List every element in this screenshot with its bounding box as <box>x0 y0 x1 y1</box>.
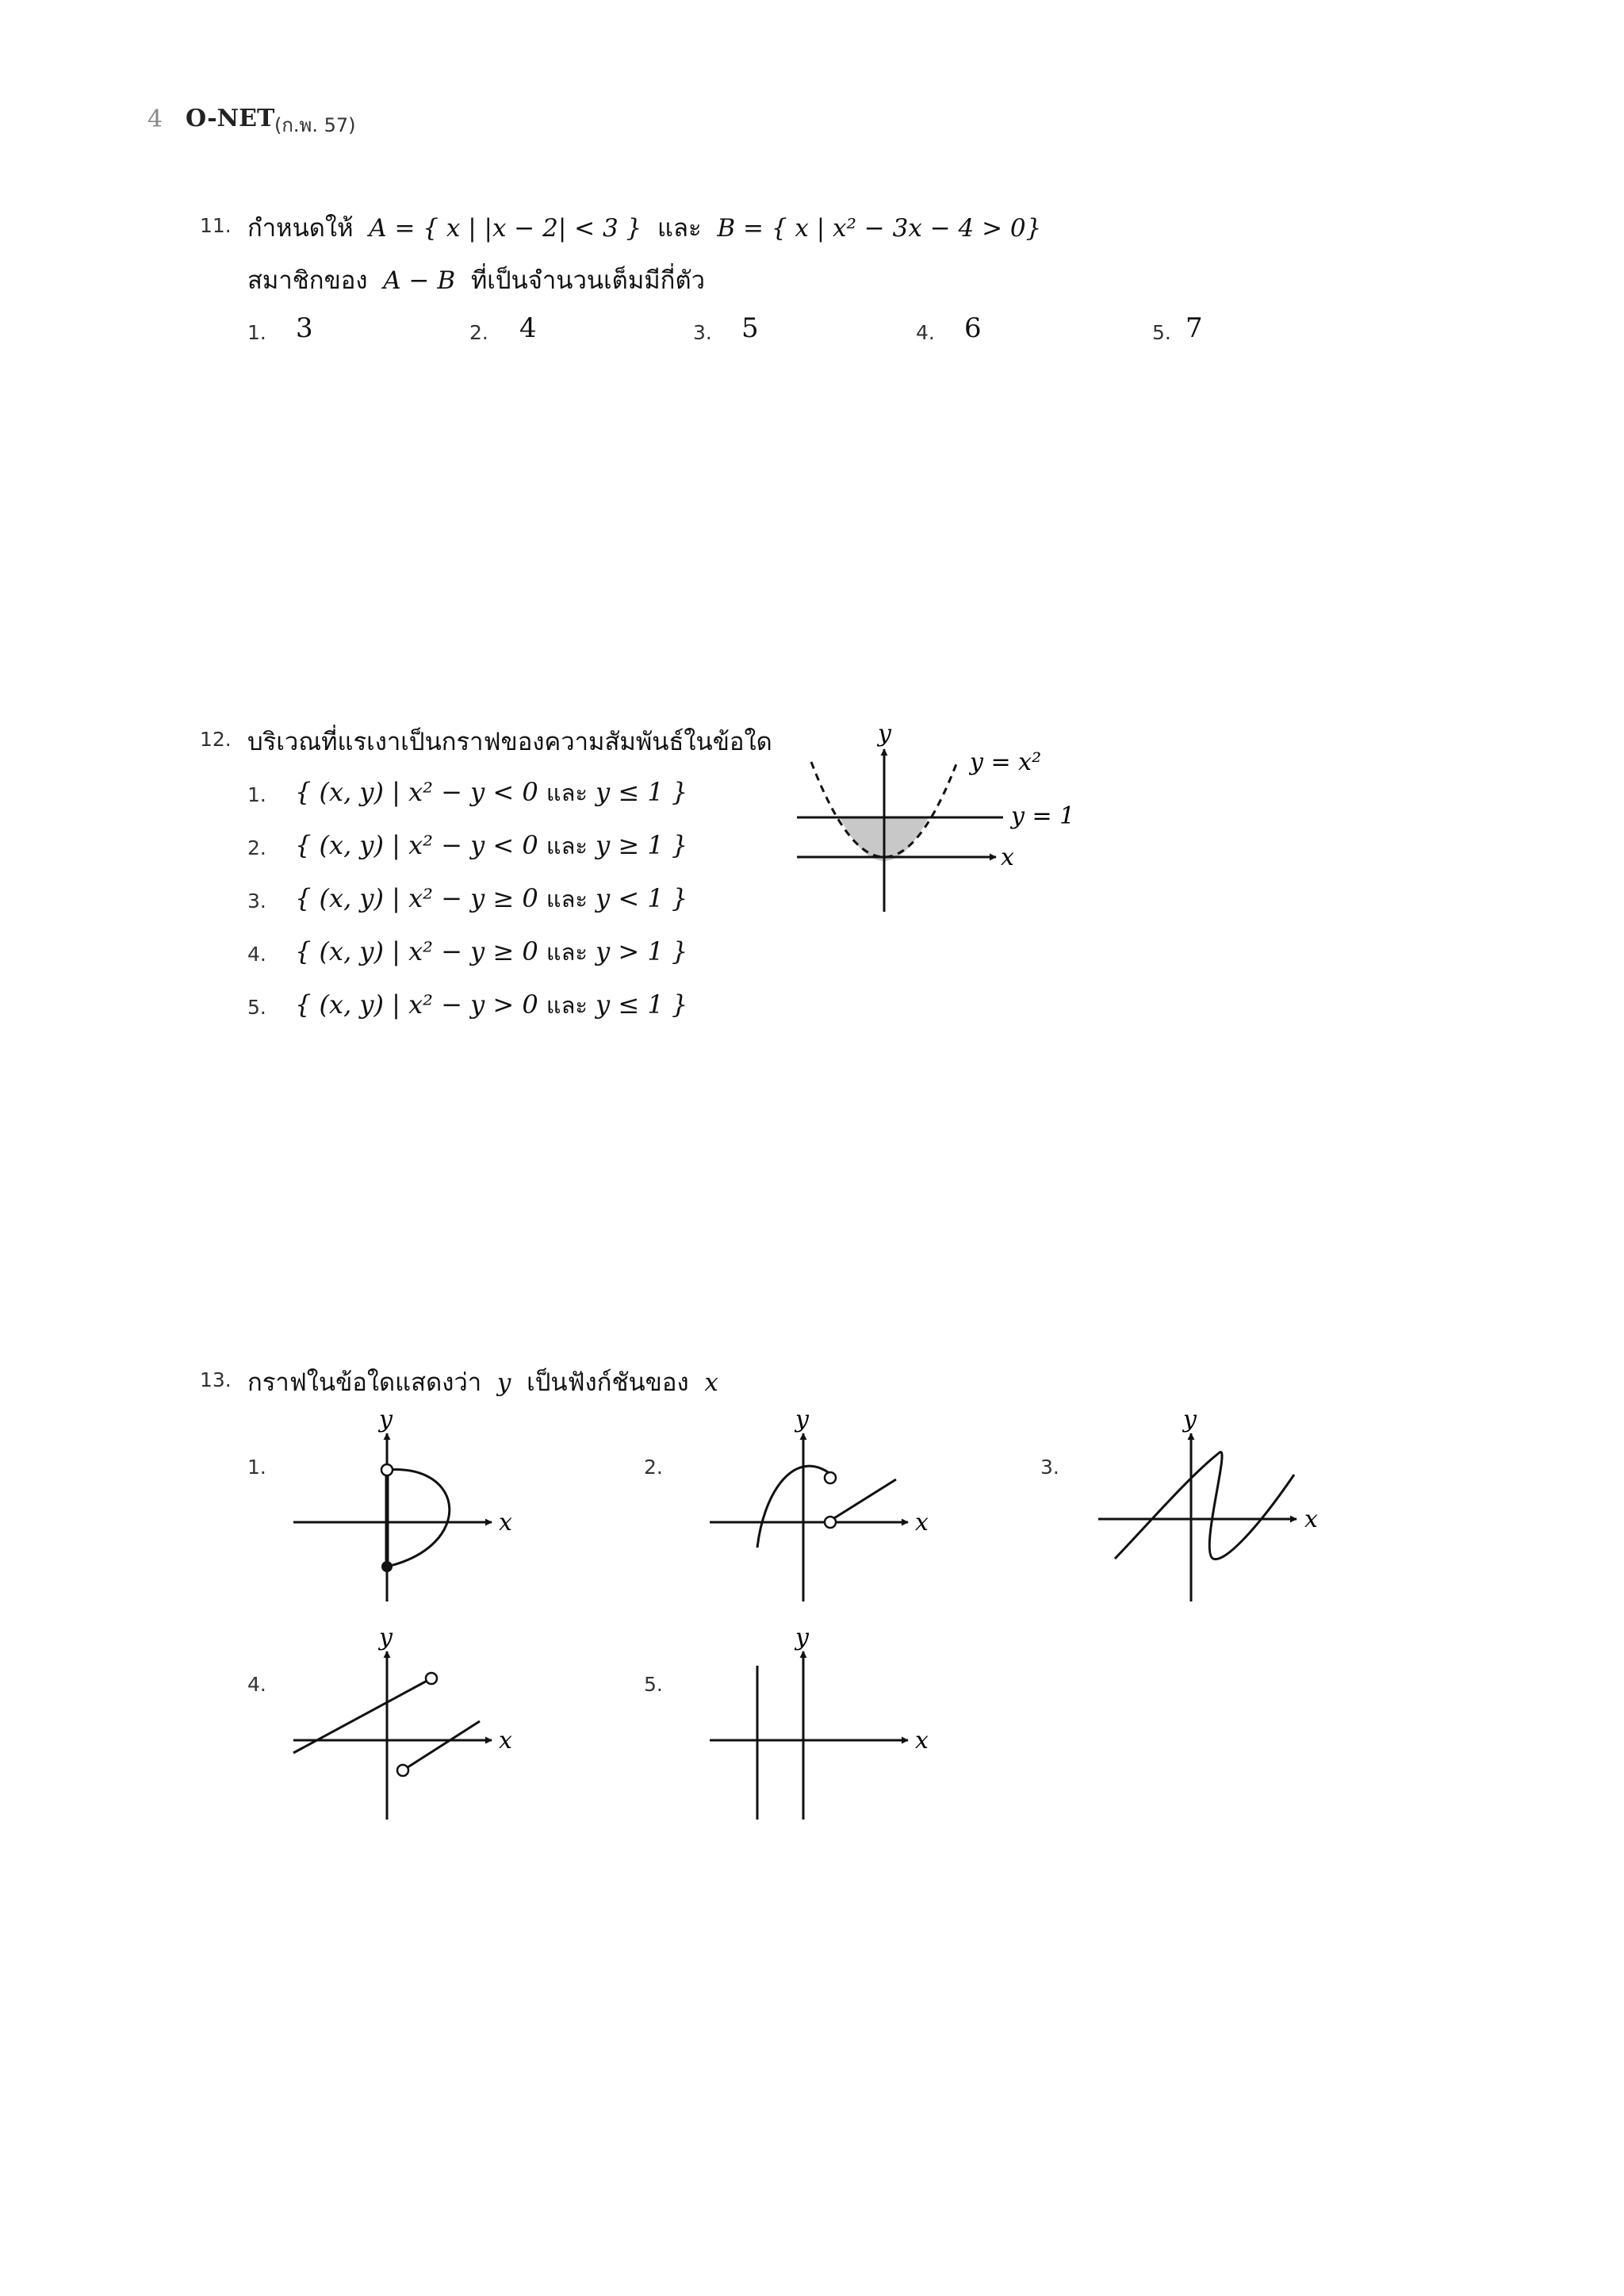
option-number: 5. <box>644 1673 663 1696</box>
option-number: 3. <box>1040 1456 1059 1479</box>
question-text <box>247 1362 718 1402</box>
set-a: A = { x | |x − 2| < 3 } <box>369 214 642 243</box>
option-right: y ≥ 1 } <box>596 830 688 860</box>
option-4-text[interactable] <box>295 934 688 970</box>
q11-conj: และ <box>657 214 702 243</box>
option-right: y < 1 } <box>596 883 688 913</box>
option-and: และ <box>546 832 588 859</box>
option-left: { (x, y) | x² − y < 0 <box>295 777 538 807</box>
option-number: 2. <box>469 321 488 344</box>
question-text: บริเวณที่แรเงาเป็นกราฟของความสัมพันธ์ในข้อใด <box>247 728 772 756</box>
closed-point <box>381 1561 393 1572</box>
x-axis-label: x <box>499 1727 512 1755</box>
var-x: x <box>704 1368 718 1397</box>
option-number: 1. <box>247 1456 266 1479</box>
x-axis-label: x <box>915 1727 929 1755</box>
x-axis-label: x <box>915 1509 929 1536</box>
option-3-value[interactable]: 5 <box>741 312 759 344</box>
option-right: y ≤ 1 } <box>596 777 688 807</box>
option-5-value[interactable]: 7 <box>1185 312 1203 344</box>
option-left: { (x, y) | x² − y < 0 <box>295 830 538 860</box>
option-2-value[interactable]: 4 <box>519 312 537 344</box>
exam-subtitle: (ก.พ. 57) <box>274 114 356 136</box>
open-point <box>426 1673 437 1684</box>
x-axis-label: x <box>1001 844 1014 871</box>
upper-line <box>293 1678 431 1753</box>
open-point <box>381 1464 393 1475</box>
open-point <box>397 1765 408 1776</box>
open-point <box>825 1517 836 1528</box>
q13-middle: เป็นฟังก์ชันของ <box>527 1368 689 1397</box>
option-right: y > 1 } <box>596 936 688 966</box>
option-3-graph[interactable] <box>1094 1403 1340 1601</box>
option-and: และ <box>546 886 588 913</box>
curve <box>757 1466 833 1548</box>
q13-prefix: กราฟในข้อใดแสดงว่า <box>247 1368 482 1397</box>
option-left: { (x, y) | x² − y ≥ 0 <box>295 936 538 966</box>
option-and: และ <box>546 992 588 1019</box>
curve-label: y = x² <box>970 748 1042 776</box>
set-difference: A − B <box>383 266 456 295</box>
q12-graph <box>785 718 1102 924</box>
set-b: B = { x | x² − 3x − 4 > 0} <box>717 214 1042 243</box>
x-axis-label: x <box>499 1509 512 1536</box>
option-number: 2. <box>644 1456 663 1479</box>
option-number: 2. <box>247 836 266 859</box>
option-and: และ <box>546 939 588 966</box>
line-label: y = 1 <box>1011 802 1075 830</box>
question-number: 13. <box>200 1368 232 1391</box>
option-3-text[interactable] <box>295 881 688 917</box>
curve <box>387 1470 450 1567</box>
y-axis-label: y <box>1183 1406 1197 1433</box>
y-axis-label: y <box>795 1406 809 1433</box>
option-1-value[interactable]: 3 <box>296 312 313 344</box>
option-number: 4. <box>916 321 935 344</box>
option-number: 5. <box>247 996 266 1019</box>
option-number: 4. <box>247 943 266 966</box>
option-2-graph[interactable] <box>702 1403 948 1601</box>
question-number: 12. <box>200 728 232 751</box>
option-4-value[interactable]: 6 <box>964 312 982 344</box>
option-number: 1. <box>247 321 266 344</box>
option-1-graph[interactable] <box>285 1403 531 1601</box>
question-text <box>247 208 1041 247</box>
y-axis-label: y <box>878 720 891 748</box>
option-left: { (x, y) | x² − y ≥ 0 <box>295 883 538 913</box>
exam-title: O-NET <box>186 105 275 132</box>
question-number: 11. <box>200 214 232 237</box>
option-and: และ <box>546 779 588 806</box>
page-number: 4 <box>147 105 163 133</box>
option-2-text[interactable] <box>295 828 688 864</box>
var-y: y <box>496 1368 511 1397</box>
q11-prefix: กำหนดให้ <box>247 214 354 243</box>
option-number: 4. <box>247 1673 266 1696</box>
option-5-text[interactable] <box>295 987 688 1024</box>
s-curve <box>1115 1452 1294 1559</box>
option-right: y ≤ 1 } <box>596 989 688 1020</box>
ray <box>830 1479 896 1521</box>
question-text-line2 <box>247 260 705 300</box>
option-5-graph[interactable] <box>702 1621 948 1820</box>
q11-line2-suffix: ที่เป็นจำนวนเต็มมีกี่ตัว <box>470 266 705 295</box>
open-point <box>825 1472 836 1483</box>
option-4-graph[interactable] <box>285 1621 531 1820</box>
y-axis-label: y <box>379 1406 393 1433</box>
option-number: 1. <box>247 783 266 806</box>
option-number: 5. <box>1152 321 1171 344</box>
option-1-text[interactable] <box>295 775 688 811</box>
lower-line <box>403 1721 480 1770</box>
q11-line2-prefix: สมาชิกของ <box>247 266 368 295</box>
y-axis-label: y <box>795 1624 809 1651</box>
option-number: 3. <box>247 890 266 913</box>
option-number: 3. <box>693 321 712 344</box>
y-axis-label: y <box>379 1624 393 1651</box>
x-axis-label: x <box>1304 1506 1318 1533</box>
option-left: { (x, y) | x² − y > 0 <box>295 989 538 1020</box>
